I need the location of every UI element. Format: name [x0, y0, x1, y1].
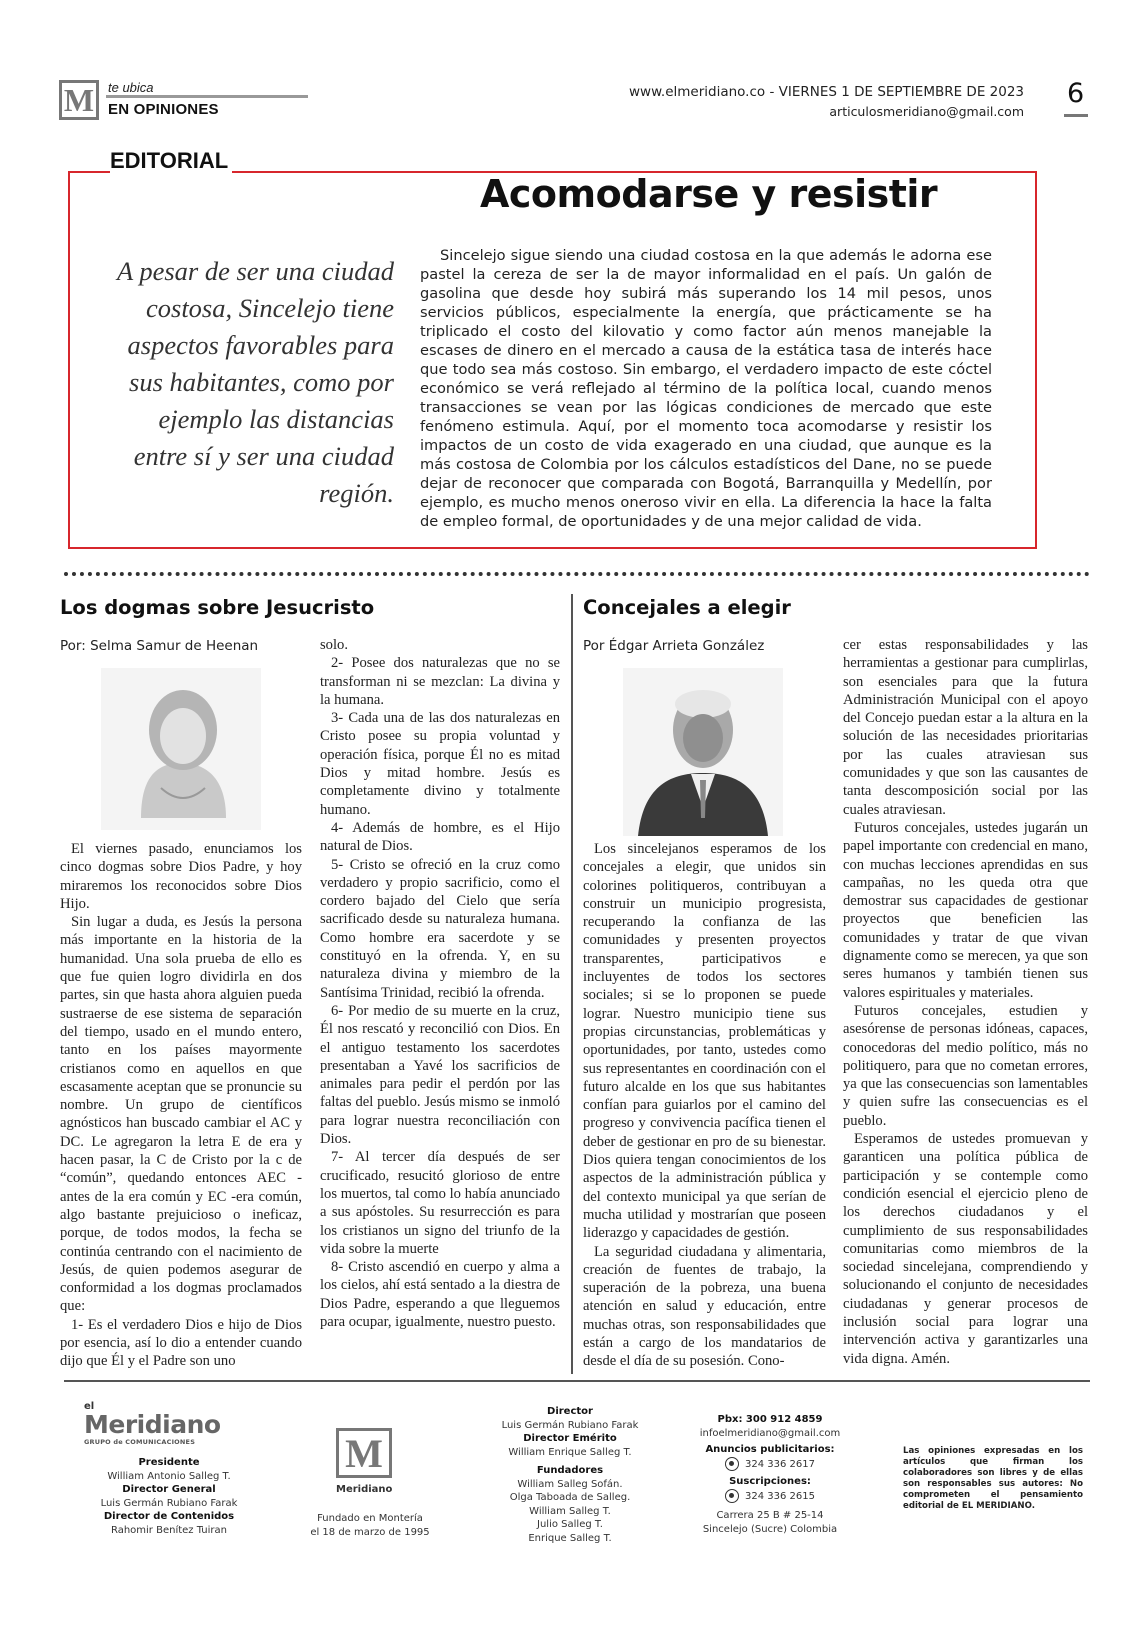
paragraph: Futuros concejales, estudien y asesórense de personas idóneas, capaces, conocedoras del medio político, más no politiquero, para que no cometan errores, ya que las consecuencias son lamentables y quien sufre las consecuencias es el pueblo.: [843, 1002, 1088, 1129]
paragraph: El viernes pasado, enunciamos los cinco dogmas sobre Dios Padre, y hoy miraremos los reconocidos sobre Dios Hijo.: [60, 841, 302, 912]
contact-email[interactable]: infoelmeridiano@gmail.com: [699, 1427, 841, 1439]
paragraph: 2- Posee dos naturalezas que no se transforman ni se mezclan: La divina y la humana.: [320, 655, 560, 708]
footer-brand-sub: GRUPO de COMUNICACIONES: [84, 1438, 196, 1446]
paragraph: 7- Al tercer día después de ser crucificado, resucitó glorioso de entre los muertos, tal como lo había anunciado a sus apóstoles. Su resurrección es para los cristianos un signo del triunfo de la vida sobre la muerte: [320, 1149, 560, 1257]
footer-founded: [300, 1512, 440, 1539]
director-emerito-label: Director Emérito: [523, 1433, 617, 1444]
site-date: www.elmeridiano.co - VIERNES 1 DE SEPTIEMBRE DE 2023: [629, 84, 1024, 100]
director-general: Luis Germán Rubiano Farak: [100, 1497, 238, 1509]
address-line-2: Sincelejo (Sucre) Colombia: [702, 1523, 838, 1535]
editorial-title: Acomodarse y resistir: [480, 172, 938, 216]
fundador: William Salleg T.: [529, 1505, 611, 1517]
article1-column1: [60, 840, 302, 1371]
header-kicker: te ubica: [108, 80, 154, 95]
fundadores-label: Fundadores: [536, 1465, 604, 1476]
founded-line-1: Fundado en Montería: [317, 1513, 423, 1524]
paragraph: Esperamos de ustedes promuevan y garanticen una política pública de participación y se contemple como condición esencial el ejercicio pleno de los derechos ciudadanos y el cumplimiento de sus responsabilidades comunitarias como miembros de la sociedad sincelejana, comprendiendo y solucionando el conjunto de necesidades ciudadanas y generar procesos de inclusión social para lograr una intervención activa y garantizarles una vida digna. Amén.: [843, 1131, 1088, 1367]
editorial-body: Sincelejo sigue siendo una ciudad costosa en la que además le adorna ese pastel la cereza de ser la de mayor informalidad en el país. Un galón de gasolina que desde hoy subirá más superando los 14 mil pesos, unos servicios públicos, especialmente la energía, que prácticamente se ha triplicado el costo del kilovatio y como factor aún menos manejable la escases de dinero en el mercado a causa de la estática tasa de interés hace que todo sea más costoso. Sin embargo, el verdadero impacto de este cóctel económico se verá reflejado al término de la política local, cuando menos transacciones se vean por las lógicas condiciones de mercado que este fenómeno estimula. Aquí, por el momento toca acomodarse y resistir los impactos de un costo de vida exagerado en una ciudad, que aunque es la más costosa de Colombia por los cálculos estadísticos del Dane, no se puede dejar de reconocer que comparada con Bogotá, Barranquilla y Medellín, por ejemplo, es mucho menos oneroso vivir en ella. La diferencia la hace la falta de empleo formal, de oportunidades y de una mejor calidad de vida.: [420, 247, 992, 530]
whatsapp-icon: [725, 1489, 739, 1503]
paragraph: Los sincelejanos esperamos de los concejales a elegir, que unidos sin colorines politiqueros, contribuyan a construir un municipio progresista, recuperando la confianza de las comunidades y presenten proyectos transparentes, participativos e incluyentes de todos los sectores sociales; si se lo proponen se puede lograr. Nuestro municipio tiene sus propias circunstancias, problemáticas y oportunidades, por tanto, ustedes como sus representantes en coordinación con el futuro alcalde en los que sus habitantes confían para guiarlos por el camino del progreso y convivencia pacífica tienen el deber de gestionar en pro de su bienestar. Dios quiera tengan conocimientos de los aspectos de la administración pública y del contexto municipal ya que serían de mucha utilidad y mostrarían que poseen liderazgo y capacidades de gestión.: [583, 841, 826, 1242]
director: Luis Germán Rubiano Farak: [501, 1419, 639, 1431]
page-number-rule: [1064, 114, 1088, 117]
paragraph: 6- Por medio de su muerte en la cruz, Él nos rescató y reconcilió con Dios. En el antiguo testamento los sacerdotes presentaban a Yavé los sacrificios de animales para pedir el perdón por las faltas del pueblo. Jesús mismo se inmoló para lograr nuestra reconciliación con Dios.: [320, 1002, 560, 1148]
director-label: Director: [547, 1406, 593, 1417]
presidente-label: Presidente: [138, 1457, 200, 1468]
article2-column2: [843, 636, 1088, 1368]
footer-contact: [690, 1413, 850, 1536]
article2-author-photo: [623, 668, 783, 836]
footer-directors: [490, 1405, 650, 1545]
header-info: [629, 82, 1024, 122]
suscripciones-label: Suscripciones:: [729, 1476, 811, 1487]
fundador: Olga Taboada de Salleg.: [509, 1492, 631, 1503]
presidente: William Antonio Salleg T.: [107, 1470, 231, 1482]
pbx: Pbx: 300 912 4859: [717, 1414, 823, 1425]
article1-title: Los dogmas sobre Jesucristo: [60, 596, 375, 619]
anuncios-label: Anuncios publicitarios:: [705, 1444, 835, 1455]
fundador: Enrique Salleg T.: [528, 1532, 612, 1544]
column-divider: [571, 594, 573, 1374]
article2-column1: [583, 840, 826, 1371]
director-emerito: William Enrique Salleg T.: [508, 1446, 632, 1458]
paragraph: 5- Cristo se ofreció en la cruz como verdadero y propio sacrificio, como el cordero bajado del Cielo que sería sacrificado desde su naturaleza humana. Como hombre era sacerdote y se constituyó en la ofrenda. Y, en su naturaleza divina y miembro de la Santísima Trinidad, recibió la ofrenda.: [320, 856, 560, 1001]
footer-brand-small: el: [84, 1401, 95, 1412]
director-contenidos: Rahomir Benítez Tuiran: [110, 1524, 228, 1536]
paragraph: solo.: [320, 637, 348, 653]
suscripciones-phone[interactable]: 324 336 2615: [745, 1490, 815, 1502]
header-email: articulosmeridiano@gmail.com: [829, 104, 1024, 119]
footer-logo-caption: Meridiano: [336, 1484, 393, 1495]
director-contenidos-label: Director de Contenidos: [103, 1511, 235, 1522]
director-general-label: Director General: [122, 1484, 216, 1495]
article2-title: Concejales a elegir: [583, 596, 791, 619]
editorial-pullquote: A pesar de ser una ciudad costosa, Sincelejo tiene aspectos favorables para sus habitantes, como por ejemplo las distancias entre sí y ser una ciudad región.: [117, 256, 394, 508]
paragraph: 8- Cristo ascendió en cuerpo y alma a los cielos, ahí está sentado a la diestra de Dios Padre, esperando a que lleguemos para ocupar, igualmente, nuestro puesto.: [320, 1259, 560, 1330]
paragraph: La seguridad ciudadana y alimentaria, creación de fuentes de trabajo, la superación de la pobreza, una buena atención en salud y educación, entre muchas otras, son responsabilidades que están a cargo de los mandatarios de desde el día de su posesión. Cono-: [583, 1243, 826, 1370]
footer-brand-name: Meridiano: [84, 1410, 221, 1439]
meridiano-logo: M: [59, 80, 99, 120]
whatsapp-icon: [725, 1457, 739, 1471]
founded-line-2: el 18 de marzo de 1995: [310, 1526, 430, 1538]
section-divider: [64, 572, 1090, 576]
fundador: William Salleg Sofán.: [517, 1478, 623, 1490]
footer-rule: [64, 1380, 1090, 1382]
article2-byline: Por Édgar Arrieta González: [583, 638, 765, 654]
paragraph: 1- Es el verdadero Dios e hijo de Dios por esencia, así lo dio a entender cuando dijo que Él y el Padre son uno: [60, 1316, 302, 1370]
page-number: 6: [1067, 78, 1085, 109]
article1-byline: Por: Selma Samur de Heenan: [60, 638, 259, 654]
section-title: EN OPINIONES: [108, 101, 219, 118]
footer-staff: [84, 1456, 254, 1537]
paragraph: Sin lugar a duda, es Jesús la persona más importante en la historia de la humanidad. Una sola prueba de ello es que fue quien logro dividirla en dos partes, sin que hasta ahora alguien pueda sustraerse de ese sistema de separación del tiempo, usado en el mundo entero, tanto en los países mayormente cristianos como en aquellos en que escasamente aceptan que se pronuncie su nombre. Un grupo de científicos agnósticos han buscado cambiar el AC y DC. Le agregaron la letra E de era y hacen pasar, la C de Cristo por la c de “común”, quedando entonces AEC - antes de la era común y EC -era común, algo bastante prejuicioso o ineficaz, porque, de todos modos, la fecha se continúa centrando con el nacimiento de Jesús, de quien podemos asegurar de conformidad a los dogmas proclamados que:: [60, 914, 302, 1315]
paragraph: 4- Además de hombre, es el Hijo natural de Dios.: [320, 819, 560, 855]
anuncios-phone[interactable]: 324 336 2617: [745, 1458, 815, 1470]
address-line-1: Carrera 25 B # 25-14: [716, 1510, 824, 1521]
fundador: Julio Salleg T.: [537, 1519, 603, 1530]
article1-column2: [320, 636, 560, 1331]
paragraph: 3- Cada una de las dos naturalezas en Cristo posee su propia voluntad y operación física, porque Él no es mitad Dios y mitad hombre. Jesús es completamente divino y totalmente humano.: [320, 710, 560, 818]
footer-brand: [84, 1402, 221, 1446]
footer-disclaimer: Las opiniones expresadas en los artículos que firman los colaboradores son libres y de ellas son responsables sus autores: No comprometen el pensamiento editorial de EL MERIDIANO.: [903, 1446, 1083, 1511]
paragraph: Futuros concejales, ustedes jugarán un papel importante con credencial en mano, con muchas lecciones aprendidas en sus campañas, no les queda otra que demostrar sus capacidades de gestionar proyectos que beneficien las comunidades y tratar de que vivan dignamente como se merecen, ya que son seres humanos y también tienen sus valores espirituales y materiales.: [843, 819, 1088, 1001]
article1-author-photo: [101, 668, 261, 830]
footer-logo: M: [336, 1428, 392, 1478]
editorial-label: EDITORIAL: [110, 148, 232, 174]
header-kicker-rule: [106, 95, 308, 98]
paragraph: cer estas responsabilidades y las herramientas a gestionar para cumplirlas, son esenciales para que la futura Administración Municipal con el apoyo del Concejo puedan estar a la altura en la solución de las necesidades prioritarias por las cuales atraviesan sus comunidades y que son las causantes de tanta descomposición social por las cuales atraviesan.: [843, 637, 1088, 818]
